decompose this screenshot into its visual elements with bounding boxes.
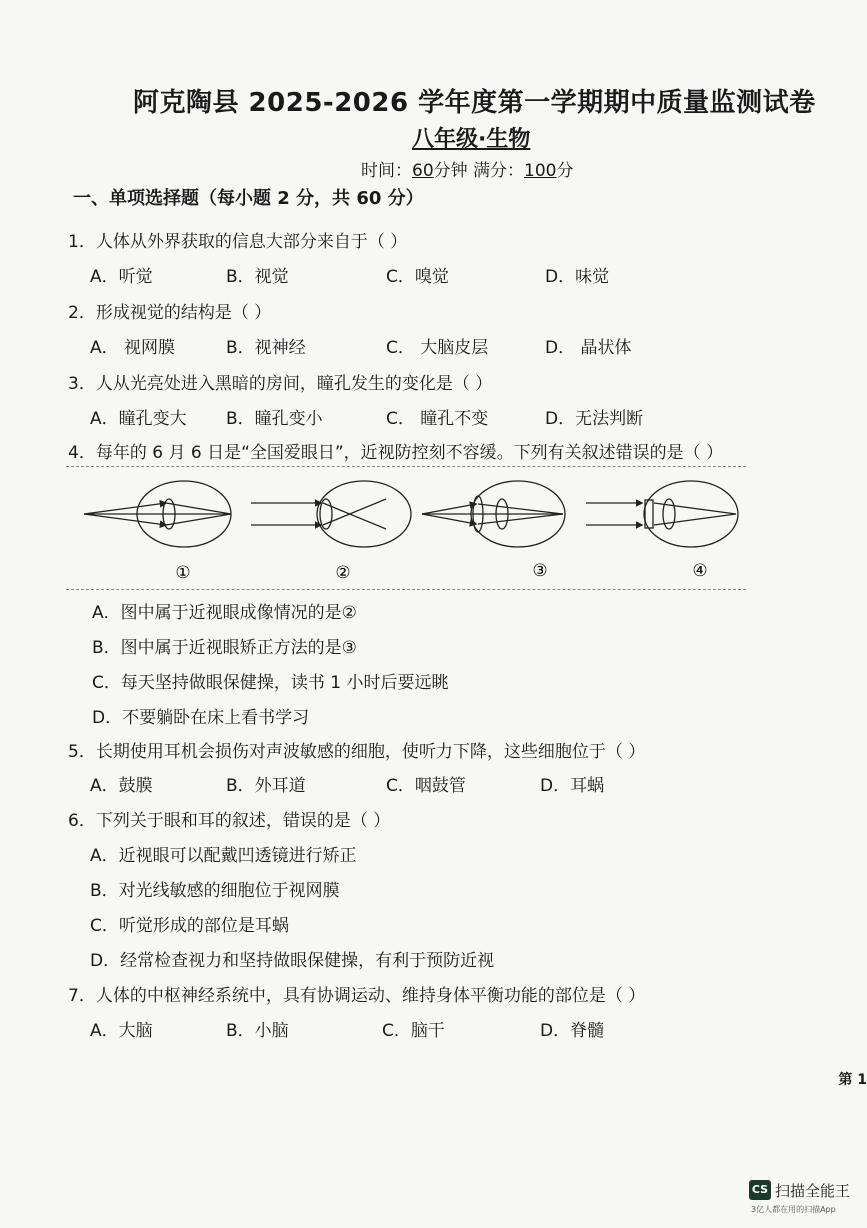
question-stem: 6．下列关于眼和耳的叙述，错误的是（ ） [68,811,391,831]
exam-meta [361,156,574,181]
question-option: B．图中属于近视眼矫正方法的是③ [92,638,357,658]
question-stem: 7．人体的中枢神经系统中，具有协调运动、维持身体平衡功能的部位是（ ） [68,986,646,1006]
eye-diagrams [66,467,746,589]
eye-diagram-4 [586,481,738,547]
question-option: D．脊髓 [540,1021,605,1041]
question-option: D．耳蜗 [540,776,605,796]
scanner-app-name: 扫描全能王 [775,1182,851,1200]
eye-diagram-3 [422,481,565,547]
question-option: C． 瞳孔不变 [386,409,489,429]
question-option: C．脑干 [382,1021,445,1041]
scanner-tagline: 3亿人都在用的扫描App [751,1205,836,1214]
scanner-watermark [747,1177,863,1221]
question-option: C．咽鼓管 [386,776,466,796]
figure-label: ④ [692,561,708,581]
question-option: B．对光线敏感的细胞位于视网膜 [90,881,340,901]
question-stem: 1．人体从外界获取的信息大部分来自于（ ） [68,232,408,252]
question-option: D． 晶状体 [545,338,632,358]
figure-label: ① [175,563,191,583]
question-option: C．听觉形成的部位是耳蜗 [90,916,289,936]
question-option: C． 大脑皮层 [386,338,489,358]
page-number: 第 1 [838,1072,867,1088]
score-unit: 分 [556,161,574,181]
question-option: A．近视眼可以配戴凹透镜进行矫正 [90,846,357,866]
question-option: A．大脑 [90,1021,153,1041]
question-option: A．瞳孔变大 [90,409,187,429]
question-option: B．小脑 [226,1021,289,1041]
figure-label: ② [335,563,351,583]
question-option: A．鼓膜 [90,776,153,796]
question-option: D．不要躺卧在床上看书学习 [92,708,310,728]
time-value: 60 [412,161,434,181]
question-stem: 5．长期使用耳机会损伤对声波敏感的细胞，使听力下降，这些细胞位于（ ） [68,742,646,762]
question-stem: 2．形成视觉的结构是（ ） [68,303,272,323]
question-option: A． 视网膜 [90,338,176,358]
question-option: D．无法判断 [545,409,644,429]
figure-label: ③ [532,561,548,581]
question-option: B．视觉 [226,267,289,287]
question-stem: 3．人从光亮处进入黑暗的房间，瞳孔发生的变化是（ ） [68,374,493,394]
question-option: B．瞳孔变小 [226,409,323,429]
eye-optics-figure [66,466,746,590]
question-option: D．味觉 [545,267,610,287]
section-heading: 一、单项选择题（每小题 2 分，共 60 分） [73,188,424,209]
time-label: 时间： [361,161,412,181]
eye-diagram-1 [84,481,231,547]
exam-title: 阿克陶县 2025-2026 学年度第一学期期中质量监测试卷 [133,88,816,118]
time-unit: 分钟 满分： [433,161,525,181]
question-option: B．视神经 [226,338,306,358]
question-option: C．每天坚持做眼保健操，读书 1 小时后要远眺 [92,673,449,693]
question-option: A．听觉 [90,267,153,287]
question-option: C．嗅觉 [386,267,449,287]
scanner-logo-icon: CS [749,1180,771,1200]
question-option: D．经常检查视力和坚持做眼保健操，有利于预防近视 [90,951,495,971]
question-stem: 4．每年的 6 月 6 日是“全国爱眼日”，近视防控刻不容缓。下列有关叙述错误的是（ ） [68,443,724,463]
question-option: B．外耳道 [226,776,306,796]
eye-diagram-2 [251,481,411,547]
exam-subtitle: 八年级·生物 [412,127,531,152]
score-value: 100 [524,161,557,181]
question-option: A．图中属于近视眼成像情况的是② [92,603,357,623]
